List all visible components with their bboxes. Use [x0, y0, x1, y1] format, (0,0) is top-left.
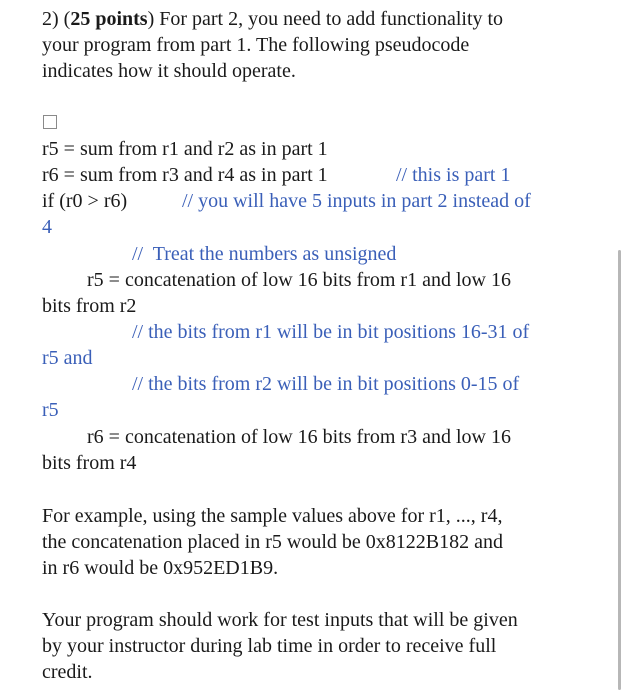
code-r5-sum: r5 = sum from r1 and r2 as in part 1 — [42, 138, 328, 160]
code-r1-comment-wrap: r5 and — [42, 347, 93, 369]
vertical-scrollbar[interactable] — [618, 250, 621, 690]
placeholder-checkbox-icon — [43, 115, 57, 129]
code-r6-concat: r6 = concatenation of low 16 bits from r3 and low 16 — [87, 426, 511, 448]
intro-line-1 — [42, 6, 503, 32]
code-r1-comment: // the bits from r1 will be in bit positions 16-31 of — [132, 321, 530, 343]
example-line-1: For example, using the sample values above for r1, ..., r4, — [42, 505, 503, 527]
code-r5-concat: r5 = concatenation of low 16 bits from r1 and low 16 — [87, 269, 511, 291]
code-if-comment-wrap: 4 — [42, 216, 52, 238]
code-unsigned-comment: // Treat the numbers as unsigned — [132, 243, 397, 265]
code-if-cond: if (r0 > r6) — [42, 190, 128, 212]
code-r6-comment: // this is part 1 — [396, 164, 511, 186]
intro-line-3: indicates how it should operate. — [42, 60, 296, 82]
example-line-2: the concatenation placed in r5 would be 0x8122B182 and — [42, 531, 503, 553]
closing-line-2: by your instructor during lab time in order to receive full — [42, 635, 497, 657]
code-if-line — [42, 188, 531, 214]
points-label: 25 points — [70, 8, 148, 30]
closing-line-1: Your program should work for test inputs that will be given — [42, 609, 518, 631]
code-r6-concat-wrap: bits from r4 — [42, 452, 137, 474]
code-r2-comment: // the bits from r2 will be in bit positions 0-15 of — [132, 373, 520, 395]
intro-line-2: your program from part 1. The following pseudocode — [42, 34, 470, 56]
code-r6-sum: r6 = sum from r3 and r4 as in part 1 — [42, 164, 328, 186]
intro-line-1-rest: ) For part 2, you need to add functionality to — [147, 8, 504, 30]
code-if-comment: // you will have 5 inputs in part 2 instead of — [182, 190, 531, 212]
part-number: 2) ( — [42, 8, 71, 30]
code-r5-concat-wrap: bits from r2 — [42, 295, 137, 317]
example-line-3: in r6 would be 0x952ED1B9. — [42, 557, 279, 579]
closing-line-3: credit. — [42, 661, 93, 683]
code-r6-sum-line — [42, 162, 511, 188]
code-r2-comment-wrap: r5 — [42, 399, 59, 421]
